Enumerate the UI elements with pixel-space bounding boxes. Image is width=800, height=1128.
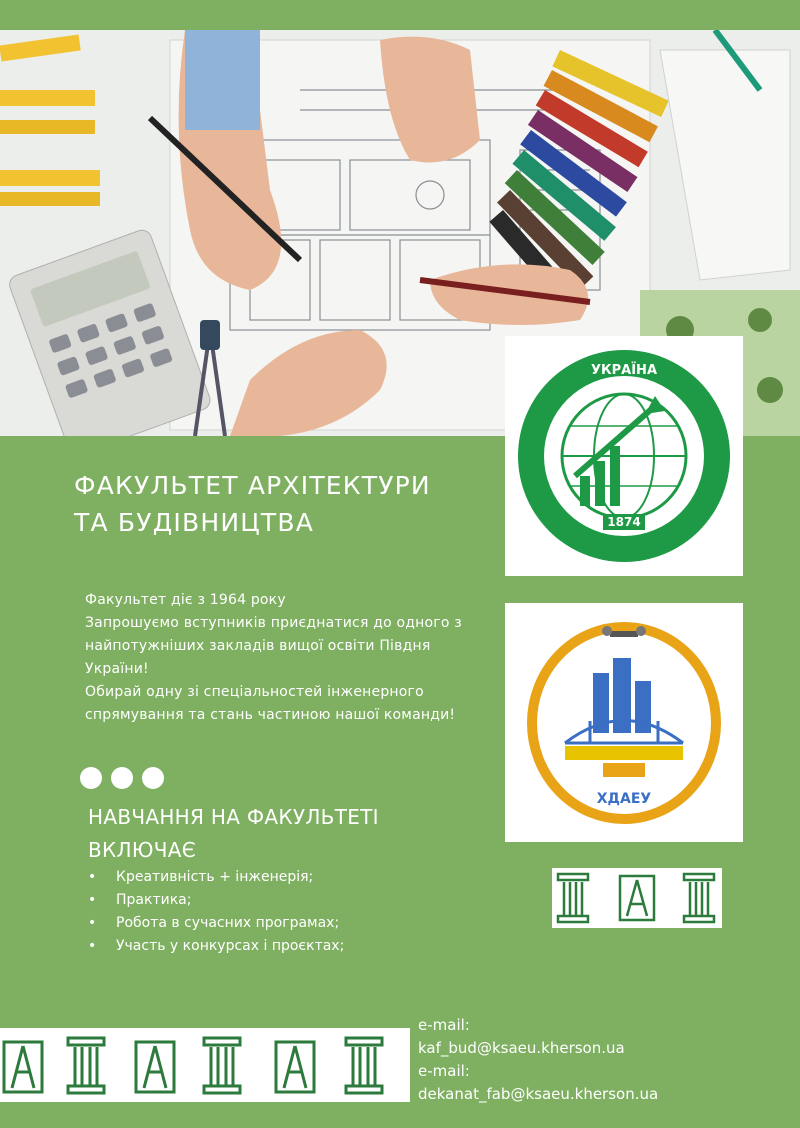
email-label: e-mail: (418, 1062, 470, 1080)
email-label: e-mail: (418, 1016, 470, 1034)
study-title (88, 801, 468, 867)
university-logo (505, 336, 743, 576)
faculty-title-line2: ТА БУДІВНИЦТВА (74, 508, 314, 537)
study-list (88, 866, 408, 958)
logo-year-text: 1874 (607, 515, 641, 529)
drafting-compass-icon (620, 876, 654, 920)
department-logo (505, 603, 743, 842)
dot (80, 767, 102, 789)
study-title-line1: НАВЧАННЯ НА ФАКУЛЬТЕТІ (88, 805, 379, 829)
email-link[interactable]: kaf_bud@ksaeu.kherson.ua (418, 1039, 625, 1057)
list-item: • Участь у конкурсах і проєктах; (88, 935, 408, 958)
intro-line: Факультет діє з 1964 року (85, 592, 286, 608)
intro-line: спрямування та стань частиною нашої команди! (85, 707, 456, 723)
study-title-line2: ВКЛЮЧАЄ (88, 838, 197, 862)
email-link[interactable]: dekanat_fab@ksaeu.kherson.ua (418, 1085, 659, 1103)
faculty-title-line1: ФАКУЛЬТЕТ АРХІТЕКТУРИ (74, 471, 431, 500)
drafting-compass-icon (136, 1042, 174, 1092)
contacts (418, 1014, 658, 1106)
icon-strip-right (552, 868, 722, 928)
intro-line: України! (85, 661, 149, 677)
list-item: • Практика; (88, 889, 408, 912)
column-icon (204, 1038, 240, 1093)
column-icon (558, 874, 588, 922)
list-item: • Креативність + інженерія; (88, 866, 408, 889)
list-item: • Робота в сучасних програмах; (88, 912, 408, 935)
intro-line: Запрошуємо вступників приєднатися до одного з (85, 615, 462, 631)
intro-line: Обирай одну зі спеціальностей інженерного (85, 684, 424, 700)
column-icon (684, 874, 714, 922)
drafting-compass-icon (4, 1042, 42, 1092)
dot (111, 767, 133, 789)
drafting-compass-icon (276, 1042, 314, 1092)
department-abbr: ХДАЕУ (596, 791, 652, 807)
intro-text (85, 589, 505, 727)
faculty-title (74, 467, 504, 541)
decorative-dots (80, 767, 164, 789)
icon-strip-bottom (0, 1028, 410, 1102)
dot (142, 767, 164, 789)
intro-line: найпотужніших закладів вищої освіти Півдня (85, 638, 431, 654)
column-icon (68, 1038, 104, 1093)
logo-country-text: УКРАЇНА (590, 363, 658, 378)
column-icon (346, 1038, 382, 1093)
